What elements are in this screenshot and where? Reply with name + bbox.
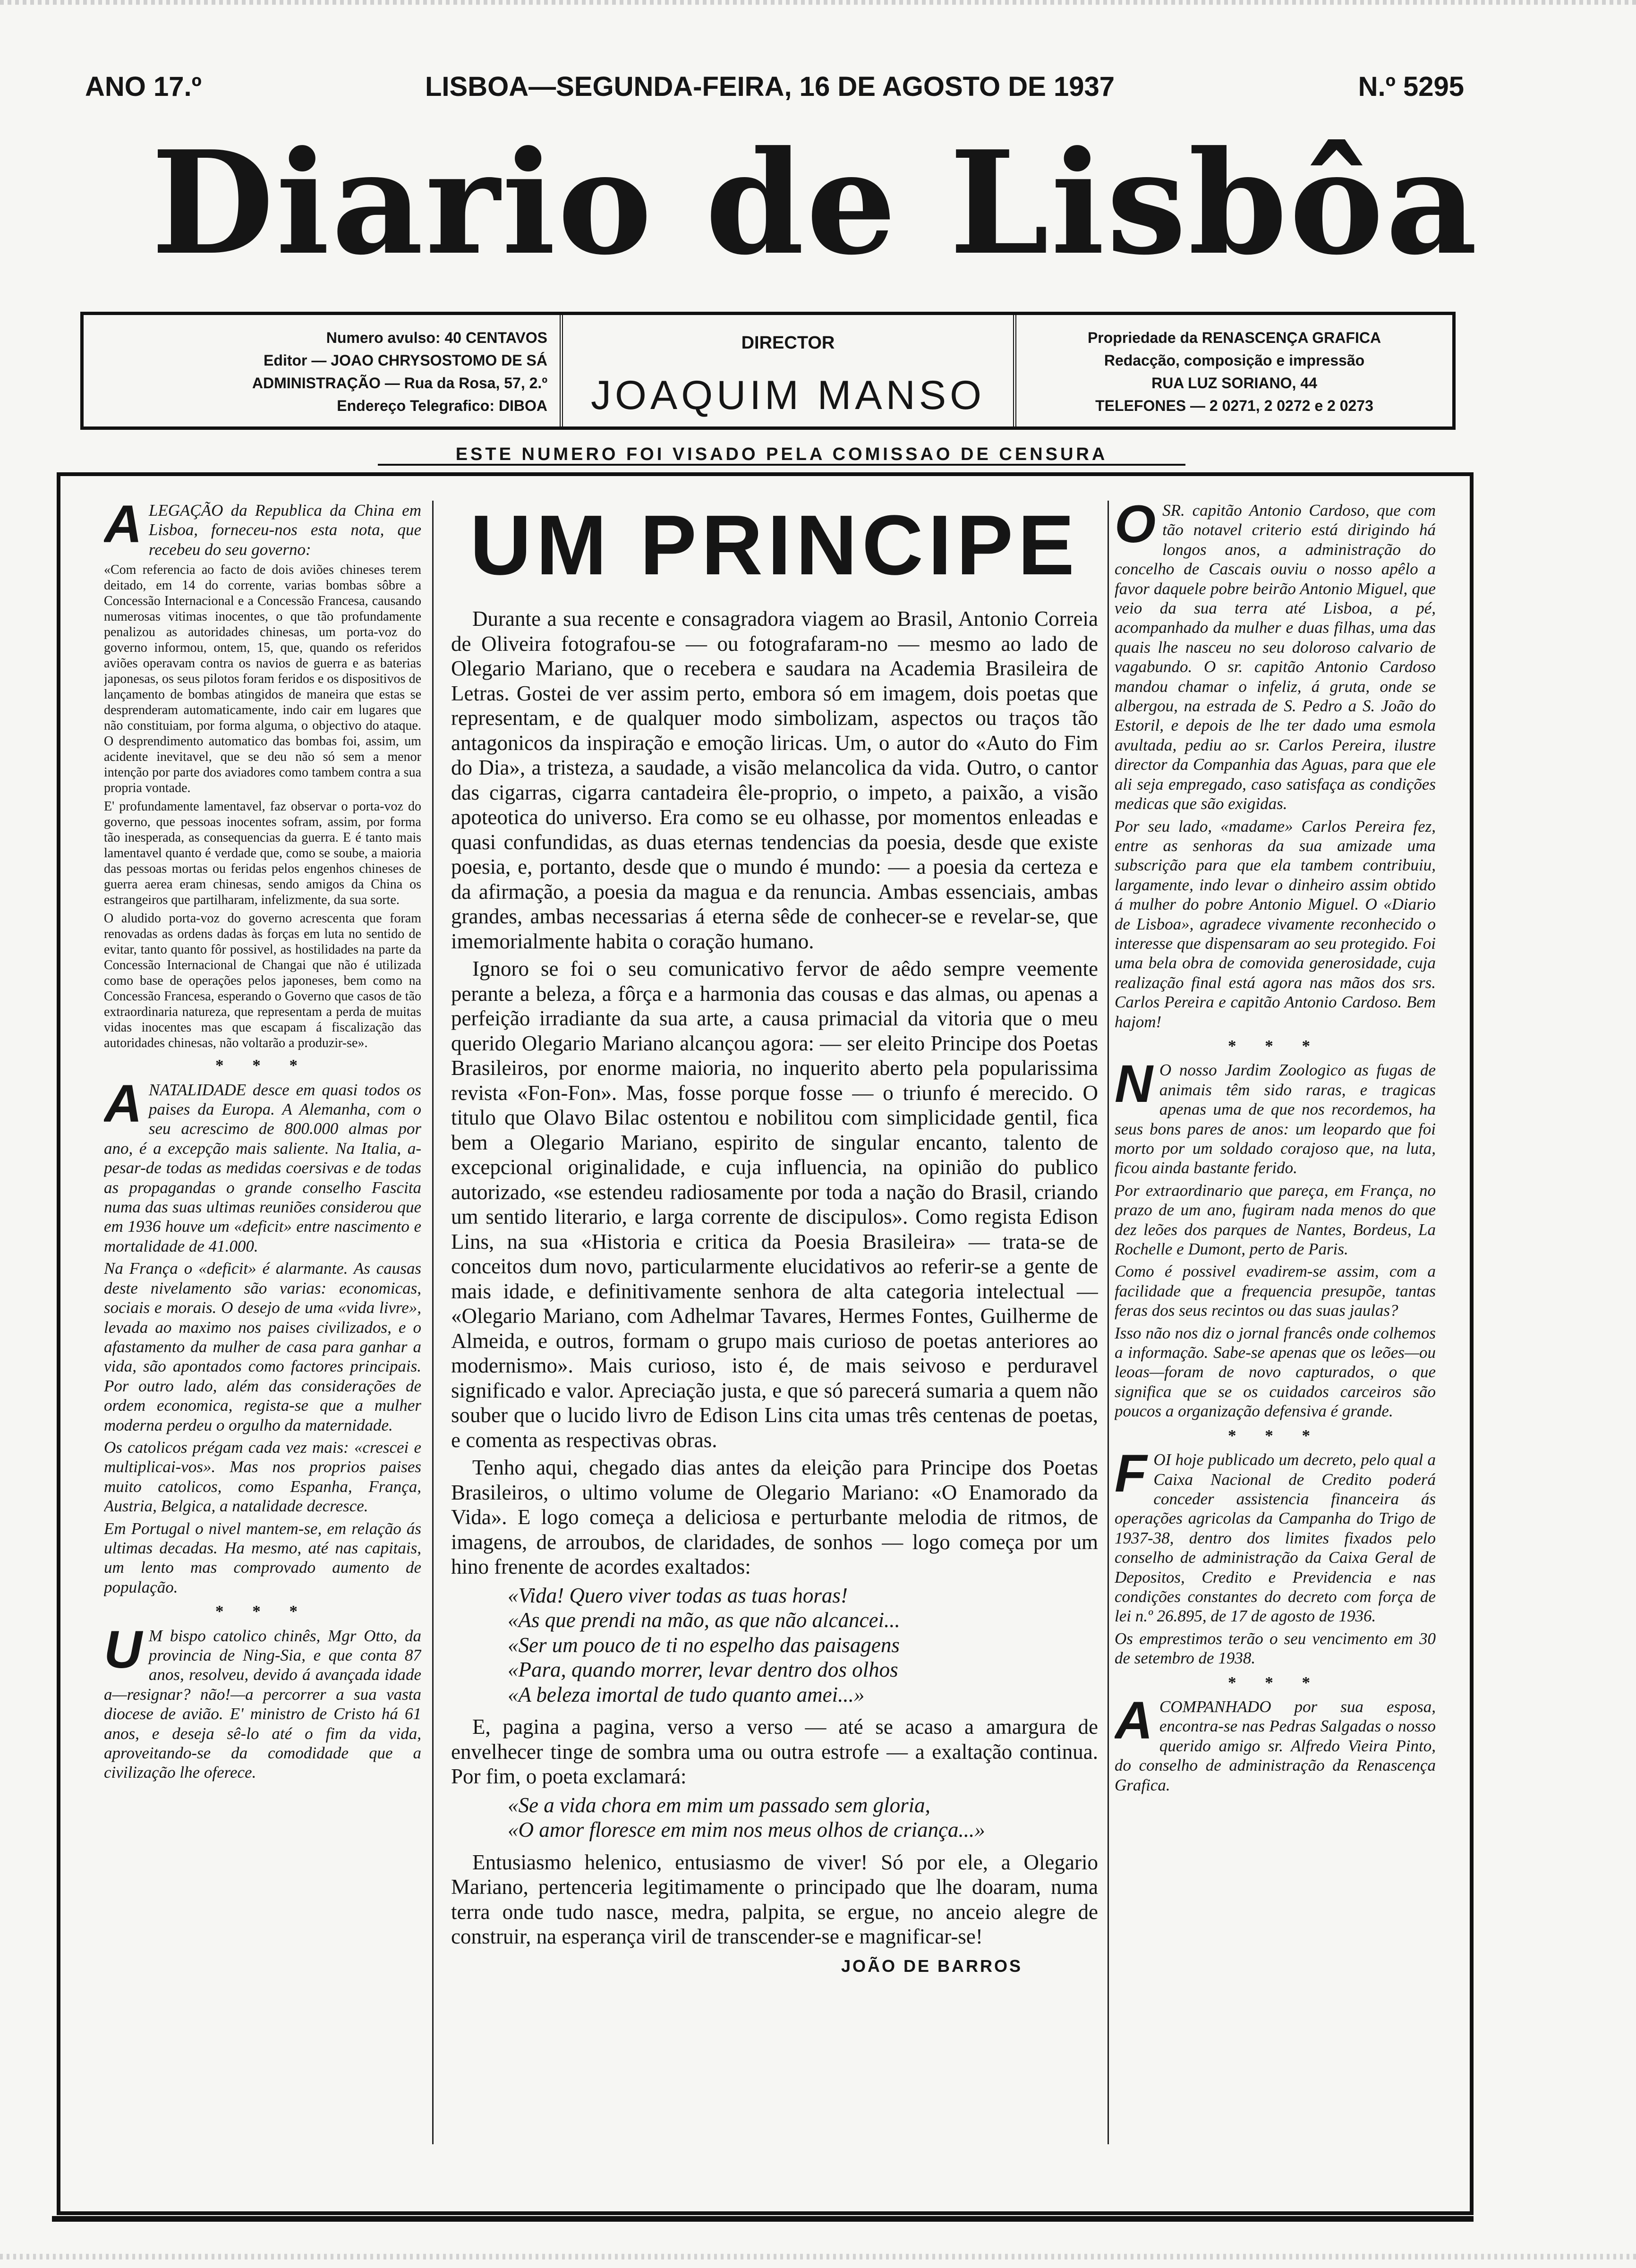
poem-line: «A beleza imortal de tudo quanto amei...» <box>508 1682 865 1706</box>
section-separator: * * * <box>1228 1426 1322 1445</box>
drop-cap: A <box>104 501 142 554</box>
article-paragraph: FOI hoje publicado um decreto, pelo qual a Caixa Nacional de Credito poderá conceder assistencia financeira ás operações agricolas da Campanha do Trigo de 1937-38, dentro dos limites fixados pelo conselho de administração da Caixa Geral de Depositos, Credito e Previdencia e nas condições constantes do decreto com força de lei n.º 26.895, de 17 de agosto de 1936. <box>1115 1444 1436 1626</box>
section-separator: * * * <box>1228 1673 1322 1692</box>
article-paragraph: «Com referencia ao facto de dois aviões chineses terem deitado, em 14 do corrente, varias bombas sôbre a Concessão Internacional e a Concessão Francesa, causando numerosas vitimas inocentes, o que tão profundamente penalizou as autoridades chinesas, um porta-voz do governo informou, ontem, 15, que, quando os referidos aviões operavam contra os navios de guerra e as baterias japonesas, os seus pilotos foram feridos e os dispositivos de lançamento de bombas atingidos de maneira que estas se desprenderam automaticamente, indo cair em lugares que não constituiam, por forma alguma, o objectivo do ataque. O desprendimento automatico das bombas foi, assim, um acidente inevitavel, que se deu não só sem a menor intenção por parte dos aviadores como tambem contra a sua propria vontade. <box>104 563 421 796</box>
article-paragraph: Por extraordinario que pareça, em França, no prazo de um ano, fugiram nada menos do que dez leões dos parques de Nantes, Bordeus, La Rochelle e Dumont, perto de Paris. <box>1115 1181 1436 1259</box>
article-paragraph: ALEGAÇÃO da Republica da China em Lisboa, forneceu-nos esta nota, que recebeu do seu governo: <box>104 501 421 559</box>
section-separator: * * * <box>215 1056 310 1075</box>
poem-quote <box>451 1583 1098 1707</box>
article-paragraph: ANATALIDADE desce em quasi todos os paises da Europa. A Alemanha, com o seu acrescimo de 800.000 almas por ano, é a excepção mais saliente. Na Italia, a-pesar-de todas as medidas coersivas e de todas as propagandas o grande conselho Fascita numa das suas ultimas reuniões considerou que em 1936 houve um «deficit» entre nascimento e mortalidade de 41.000. <box>104 1074 421 1255</box>
director-name: JOAQUIM MANSO <box>590 373 986 418</box>
article-paragraph: O aludido porta-voz do governo acrescenta que foram renovadas as ordens dadas às forças em luta no sentido de evitar, tanto quanto fôr possivel, as hostilidades na parte da Concessão Internacional de Changai que não é utilizada como base de operações pelos japoneses, bem como na Concessão Francesa, esperando o Governo que casos de tão extraordinaria natureza, que representam a perda de muitas vidas inocentes mas que escapam á fiscalização das autoridades chinesas, não voltarão a produzir-se». <box>104 911 421 1051</box>
center-column <box>451 501 1098 2202</box>
info-right <box>1016 315 1452 426</box>
censorship-note: ESTE NUMERO FOI VISADO PELA COMISSAO DE CENSURA <box>378 445 1185 466</box>
masthead-title: Diario de Lisbôa <box>151 119 1480 286</box>
info-right-line: TELEFONES — 2 0271, 2 0272 e 2 0273 <box>1095 397 1373 414</box>
drop-cap: N <box>1115 1054 1153 1114</box>
dateline <box>85 71 1483 113</box>
info-left-line: ADMINISTRAÇÃO — Rua da Rosa, 57, 2.º <box>252 375 547 392</box>
info-left-line: Editor — JOAO CHRYSOSTOMO DE SÁ <box>264 352 547 369</box>
info-left-line: Numero avulso: 40 CENTAVOS <box>326 329 547 346</box>
article-paragraph: Isso não nos diz o jornal francês onde colhemos a informação. Sabe-se apenas que os leões—ou leoas—foram de novo capturados, o que significa que se os cuidados carceiros são poucos a organização defensiva é grande. <box>1115 1323 1436 1421</box>
article-paragraph: Os emprestimos terão o seu vencimento em 30 de setembro de 1938. <box>1115 1629 1436 1668</box>
section-separator: * * * <box>1228 1036 1322 1055</box>
article-headline: UM PRINCIPE <box>469 501 1080 593</box>
info-director <box>563 315 1016 426</box>
left-column <box>104 501 421 2202</box>
article-paragraph: Entusiasmo helenico, entusiasmo de viver! Só por ele, a Olegario Mariano, pertenceria legitimamente o principado que lhe doaram, numa terra onde tudo nasce, medra, palpita, se ergue, no anceio alegre de construir, na esperança viril de transcender-se e magnificar-se! <box>451 1850 1098 1948</box>
article-paragraph: Ignoro se foi o seu comunicativo fervor de aêdo sempre veemente perante a beleza, a fôrça e a harmonia das cousas e das almas, ou apenas a perfeição irradiante da sua arte, a causa primacial da vitoria que o meu querido Olegario Mariano alcançou agora: — ser eleito Principe dos Poetas Brasileiros, por enorme maioria, no inquerito aberto pela popularissima revista «Fon-Fon». Mas, fosse porque fosse — o triunfo é merecido. O titulo que Olavo Bilac ostentou e nobilitou com simplicidade gentil, fica bem a Olegario Mariano, espirito de singular encanto, talento de excepcional originalidade, e cuja influencia, na opinião do publico autorizado, «se estendeu radiosamente por toda a nação do Brasil, criando um sentido literario, e larga corrente de discipulos». Como regista Edison Lins, na sua «Historia e critica da Poesia Brasileira» — trata-se de conceitos dum novo, particularmente elucidativos ao referir-se a gente de mais idade, e definitivamente senhora de alta categoria intelectual — «Olegario Mariano, com Adhelmar Tavares, Hermes Fontes, Guilherme de Almeida, e outros, formam o grupo mais curioso de poetas anteriores ao modernismo». Mais curioso, isto é, de mais seivoso e perduravel significado e valor. Apreciação justa, e que só parecerá sumaria a quem não souber que o lucido livro de Edison Lins cita umas três centenas de poetas, e comenta as respectivas obras. <box>451 957 1098 1452</box>
article-paragraph: Durante a sua recente e consagradora viagem ao Brasil, Antonio Correia de Oliveira fotografou-se — ou fotografaram-no — mesmo ao lado de Olegario Mariano, que o recebera e saudara na Academia Brasileira de Letras. Gostei de ver assim perto, embora só em imagem, dois poetas que representam, e de qualquer modo simbolizam, aspectos ou traços tão antagonicos da inspiração e emoção liricas. Um, o autor do «Auto do Fim do Dia», a tristeza, a saudade, a visão melancolica da vida. Outro, o cantor das cigarras, cigarra cantadeira êle-proprio, o impeto, a paixão, a visão apoteotica do universo. Era como se eu olhasse, por momentos enleadas e quasi confundidas, as duas eternas tendencias da poesia, desde que existe poesia, e, portanto, desde que o mundo é mundo: — a poesia da certeza e da afirmação, a poesia da magua e da renuncia. Ambas essenciais, ambas grandes, ambas necessarias á eterna sêde de conhecer-se e revelar-se, que imemorialmente habita o coração humano. <box>451 607 1098 953</box>
info-right-line: Propriedade da RENASCENÇA GRAFICA <box>1087 329 1381 346</box>
scan-edge-top <box>0 0 1636 5</box>
author-signature: JOÃO DE BARROS <box>841 1956 1022 1976</box>
director-label: DIRECTOR <box>741 333 835 353</box>
info-right-line: Redacção, composição e impressão <box>1104 352 1365 369</box>
article-paragraph: E, pagina a pagina, verso a verso — até se acaso a amargura de envelhecer tinge de sombra uma ou outra estrofe — a exaltação continua. Por fim, o poeta exclamará: <box>451 1715 1098 1788</box>
right-column <box>1115 501 1436 2202</box>
article-paragraph: Os catolicos prégam cada vez mais: «crescei e multiplicai-vos». Mas nos proprios paises muito catolicos, como Espanha, França, Austria, Belgica, a natalidade decresce. <box>104 1438 421 1516</box>
info-box <box>80 312 1456 430</box>
drop-cap: U <box>104 1620 142 1679</box>
article-paragraph: Como é possivel evadirem-se assim, com a facilidade que a frequencia presupõe, tantas feras dos seus recintos ou das suas jaulas? <box>1115 1262 1436 1320</box>
article-paragraph: OSR. capitão Antonio Cardoso, que com tão notavel criterio está dirigindo há longos anos, a administração do concelho de Cascais ouviu o nosso apêlo a favor daquele pobre beirão Antonio Miguel, que veio da sua terra até Lisboa, a pé, acompanhado da mulher e duas filhas, uma das quais lhe nasceu no seu doloroso calvario de vagabundo. O sr. capitão Antonio Cardoso mandou chamar o infeliz, á gruta, onde se albergou, na estrada de S. Pedro a S. João do Estoril, e depois de lhe ter dado uma esmola avultada, pediu ao sr. Carlos Pereira, ilustre director da Companhia das Aguas, para que ele ali seja empregado, caso satisfaça as condições medicas que são exigidas. <box>1115 501 1436 813</box>
article-paragraph: U M bispo catolico chinês, Mgr Otto, da provincia de Ning-Sia, e que conta 87 anos, resolveu, devido á avançada idade a—resignar? não!—a percorrer a sua vasta diocese de avião. E' ministro de Cristo há 61 anos, e deseja sê-lo até o fim da vida, aproveitando-se da comodidade que a civilização lhe oferece. <box>104 1620 421 1782</box>
year-label: ANO 17.º <box>85 71 202 102</box>
scan-edge-bottom <box>0 2254 1636 2259</box>
poem-line: «Para, quando morrer, levar dentro dos olhos <box>508 1658 898 1681</box>
article-paragraph: Na França o «deficit» é alarmante. As causas deste nivelamento são varias: economicas, sociais e morais. O desejo de uma «vida livre», levada ao maximo nos paises civilizados, e o afastamento da mulher de casa para ganhar a vida, são apontados como factores principais. Por outro lado, além das considerações de ordem economica, regista-se que a mulher moderna perdeu o orgulho da maternidade. <box>104 1259 421 1434</box>
poem-line: «Ser um pouco de ti no espelho das paisagens <box>508 1633 900 1657</box>
article-paragraph: Em Portugal o nivel mantem-se, em relação ás ultimas decadas. Ha mesmo, até nas capitais, um lento mas comprovado aumento de população. <box>104 1519 421 1596</box>
drop-cap: O <box>1115 501 1156 554</box>
article-paragraph: Por seu lado, «madame» Carlos Pereira fez, entre as senhoras da sua amizade uma subscrição para que ela tambem contribuiu, largamente, indo levar o dinheiro assim obtido á mulher do pobre Antonio Miguel. O «Diario de Lisboa», agradece vivamente reconhecido o interesse que dispensaram ao seu protegido. Foi uma bela obra de comovida generosidade, cuja realização final está agora nas mãos dos srs. Carlos Pereira e capitão Antonio Cardoso. Bem hajom! <box>1115 817 1436 1031</box>
drop-cap: F <box>1115 1444 1147 1503</box>
poem-line: «Vida! Quero viver todas as tuas horas! <box>508 1583 848 1607</box>
poem-line: «O amor floresce em mim nos meus olhos de criança...» <box>508 1818 985 1842</box>
issue-number: N.º 5295 <box>1358 71 1464 102</box>
info-right-line: RUA LUZ SORIANO, 44 <box>1151 375 1317 392</box>
section-separator: * * * <box>215 1602 310 1621</box>
poem-quote <box>451 1793 1098 1842</box>
drop-cap: A <box>104 1074 142 1133</box>
poem-line: «Se a vida chora em mim um passado sem gloria, <box>508 1793 930 1817</box>
article-paragraph: E' profundamente lamentavel, faz observar o porta-voz do governo, que pessoas inocentes sofram, assim, por forma tão inesperada, as consequencias da guerra. E é tanto mais lamentavel quanto é verdade que, como se soube, a maioria das pessoas mortas ou feridas pelos engenhos chineses de guerra aerea eram chinesas, sendo amigos da China os estrangeiros que partilharam, infelizmente, da sua sorte. <box>104 799 421 908</box>
poem-line: «As que prendi na mão, as que não alcancei... <box>508 1608 900 1632</box>
date-label: LISBOA—SEGUNDA-FEIRA, 16 DE AGOSTO DE 1937 <box>425 71 1115 102</box>
info-left-line: Endereço Telegrafico: DIBOA <box>337 397 547 414</box>
article-paragraph: ACOMPANHADO por sua esposa, encontra-se nas Pedras Salgadas o nosso querido amigo sr. Alfredo Vieira Pinto, do conselho de administração da Renascença Grafica. <box>1115 1690 1436 1794</box>
column-rule <box>1108 501 1109 2144</box>
info-left <box>84 315 563 426</box>
drop-cap: A <box>1115 1690 1153 1750</box>
article-paragraph: N O nosso Jardim Zoologico as fugas de animais têm sido raras, e tragicas apenas uma de que nos recordemos, ha seus bons pares de anos: um leopardo que foi morto por um soldado corajoso que, na luta, ficou ainda bastante ferido. <box>1115 1054 1436 1177</box>
article-paragraph: Tenho aqui, chegado dias antes da eleição para Principe dos Poetas Brasileiros, o ultimo volume de Olegario Mariano: «O Enamorado da Vida». E logo começa a deliciosa e perturbante melodia de ritmos, de imagens, de arroubos, de claridades, de sonhos — logo começa por um hino frenente de acordes exaltados: <box>451 1456 1098 1578</box>
column-rule <box>432 501 434 2144</box>
